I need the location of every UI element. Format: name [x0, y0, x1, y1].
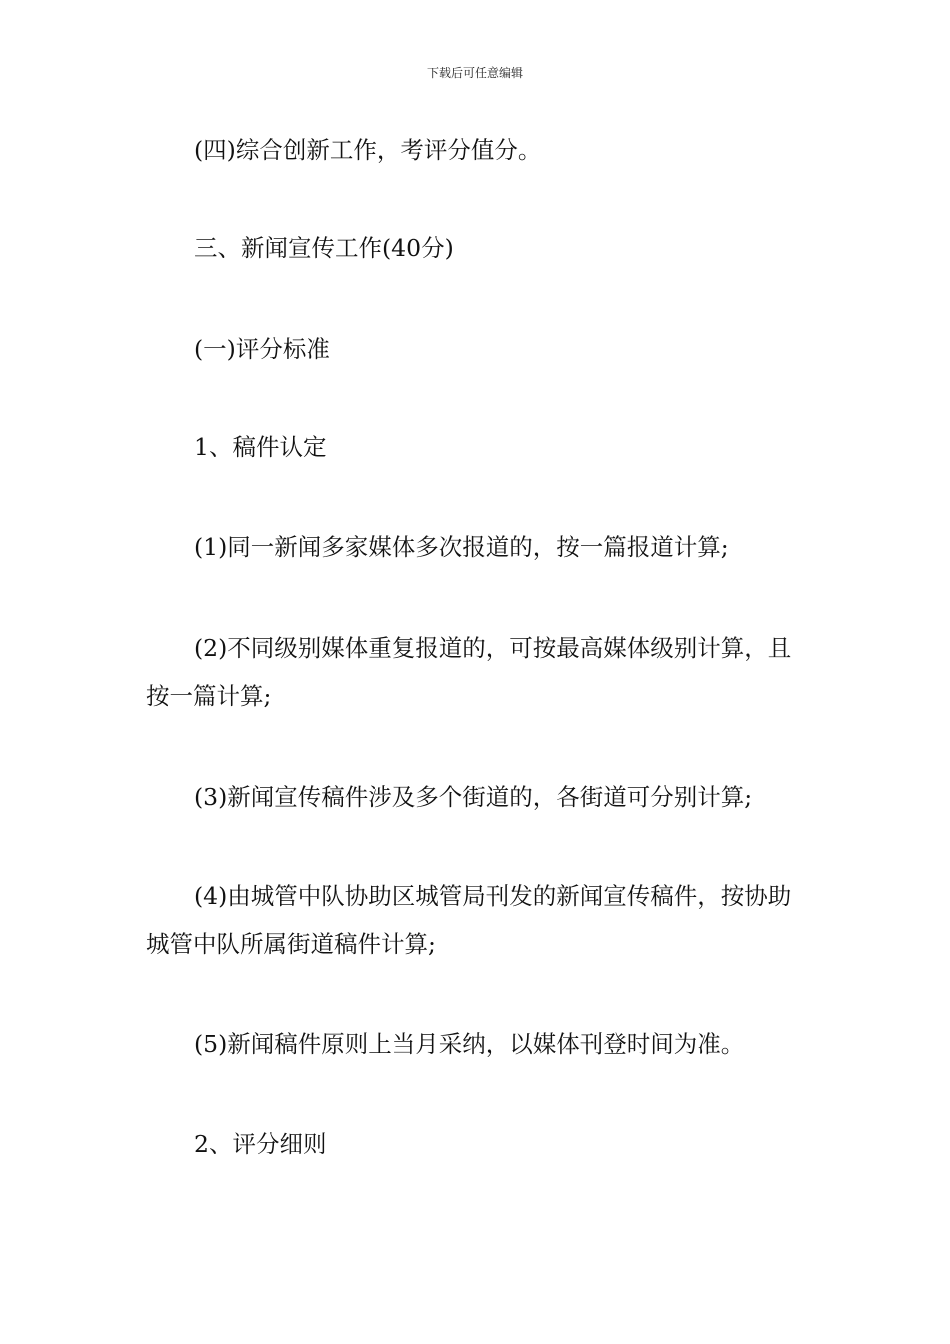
subsection-heading-scoring-standard: (一)评分标准 [194, 335, 330, 363]
paragraph-comprehensive-innovation: (四)综合创新工作，考评分值分。 [194, 136, 542, 164]
rule-item-4: (4)由城管中队协助区城管局刊发的新闻宣传稿件，按协助城管中队所属街道稿件计算; [146, 882, 792, 958]
item-heading-scoring-details: 2、评分细则 [194, 1130, 327, 1158]
rule-item-5: (5)新闻稿件原则上当月采纳，以媒体刊登时间为准。 [194, 1030, 745, 1058]
rule-item-1: (1)同一新闻多家媒体多次报道的，按一篇报道计算; [194, 533, 729, 561]
rule-item-3: (3)新闻宣传稿件涉及多个街道的，各街道可分别计算; [194, 783, 753, 811]
item-heading-manuscript-recognition: 1、稿件认定 [194, 433, 327, 461]
rule-item-2: (2)不同级别媒体重复报道的，可按最高媒体级别计算，且按一篇计算; [146, 634, 792, 710]
section-heading-news-publicity: 三、新闻宣传工作(40分) [194, 234, 454, 262]
page-header: 下载后可任意编辑 [426, 66, 523, 80]
